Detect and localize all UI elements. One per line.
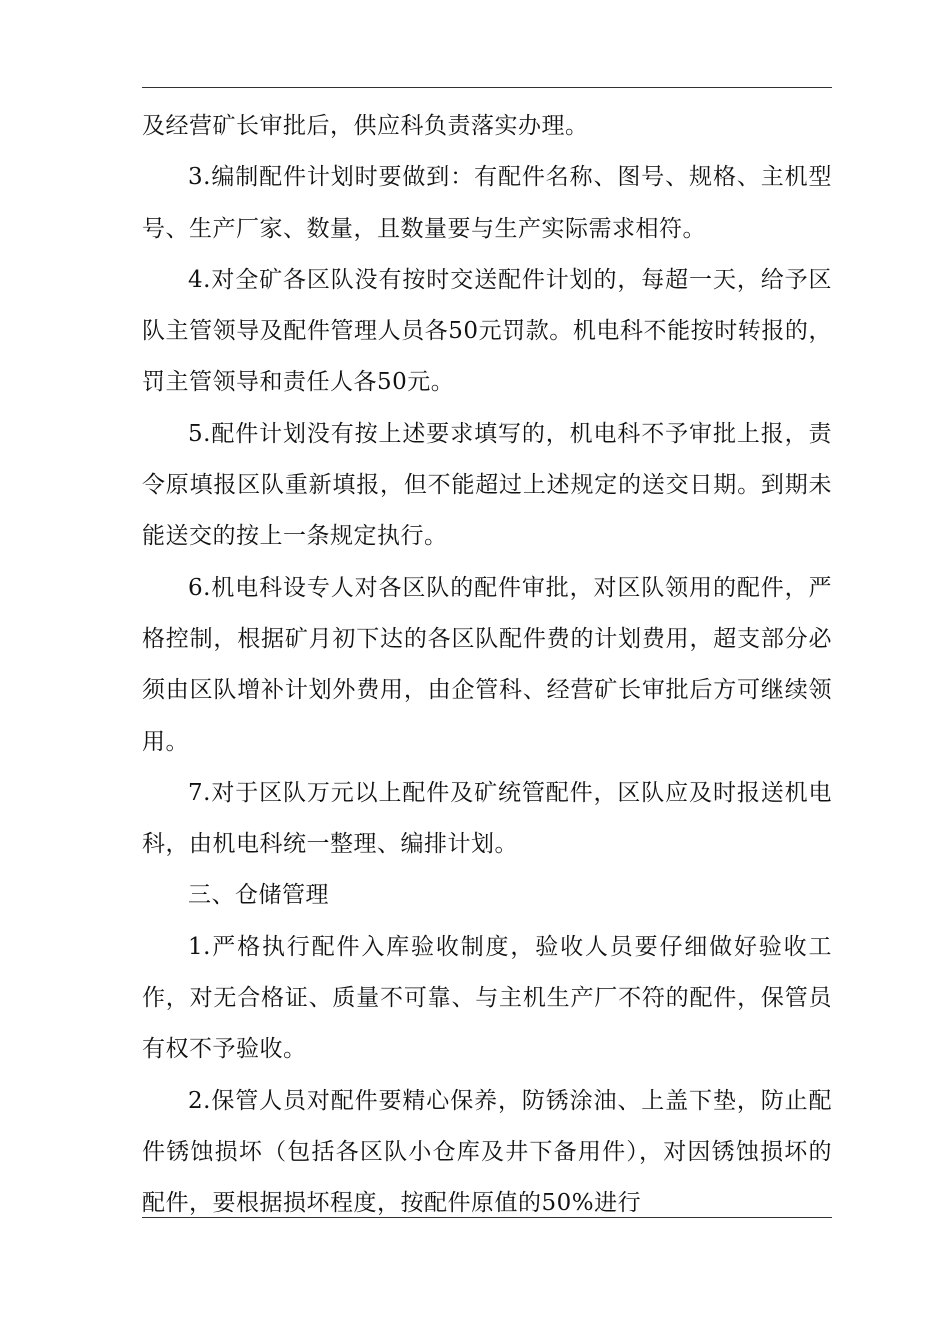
paragraph-item-7: 7.对于区队万元以上配件及矿统管配件，区队应及时报送机电科，由机电科统一整理、编排计划。 [142, 779, 832, 858]
header-rule [142, 87, 832, 88]
paragraph-item-5: 5.配件计划没有按上述要求填写的，机电科不予审批上报，责令原填报区队重新填报，但不能超过上述规定的送交日期。到期未能送交的按上一条规定执行。 [142, 420, 832, 550]
paragraph-item-4: 4.对全矿各区队没有按时交送配件计划的，每超一天，给予区队主管领导及配件管理人员各50元罚款。机电科不能按时转报的，罚主管领导和责任人各50元。 [142, 266, 832, 396]
paragraph-continuation: 及经营矿长审批后，供应科负责落实办理。 [142, 113, 589, 139]
paragraph-item-3: 3.编制配件计划时要做到：有配件名称、图号、规格、主机型号、生产厂家、数量，且数量要与生产实际需求相符。 [142, 164, 832, 242]
document-body [142, 101, 832, 1230]
footer-rule [142, 1217, 832, 1218]
paragraph-storage-1: 1.严格执行配件入库验收制度，验收人员要仔细做好验收工作，对无合格证、质量不可靠、与主机生产厂不符的配件，保管员有权不予验收。 [142, 933, 832, 1063]
section-heading-storage: 三、仓储管理 [188, 882, 329, 909]
paragraph-storage-2: 2.保管人员对配件要精心保养，防锈涂油、上盖下垫，防止配件锈蚀损坏（包括各区队小仓库及井下备用件），对因锈蚀损坏的配件，要根据损坏程度，按配件原值的50%进行 [142, 1087, 832, 1217]
paragraph-item-6: 6.机电科设专人对各区队的配件审批，对区队领用的配件，严格控制，根据矿月初下达的各区队配件费的计划费用，超支部分必须由区队增补计划外费用，由企管科、经营矿长审批后方可继续领用。 [142, 574, 832, 755]
